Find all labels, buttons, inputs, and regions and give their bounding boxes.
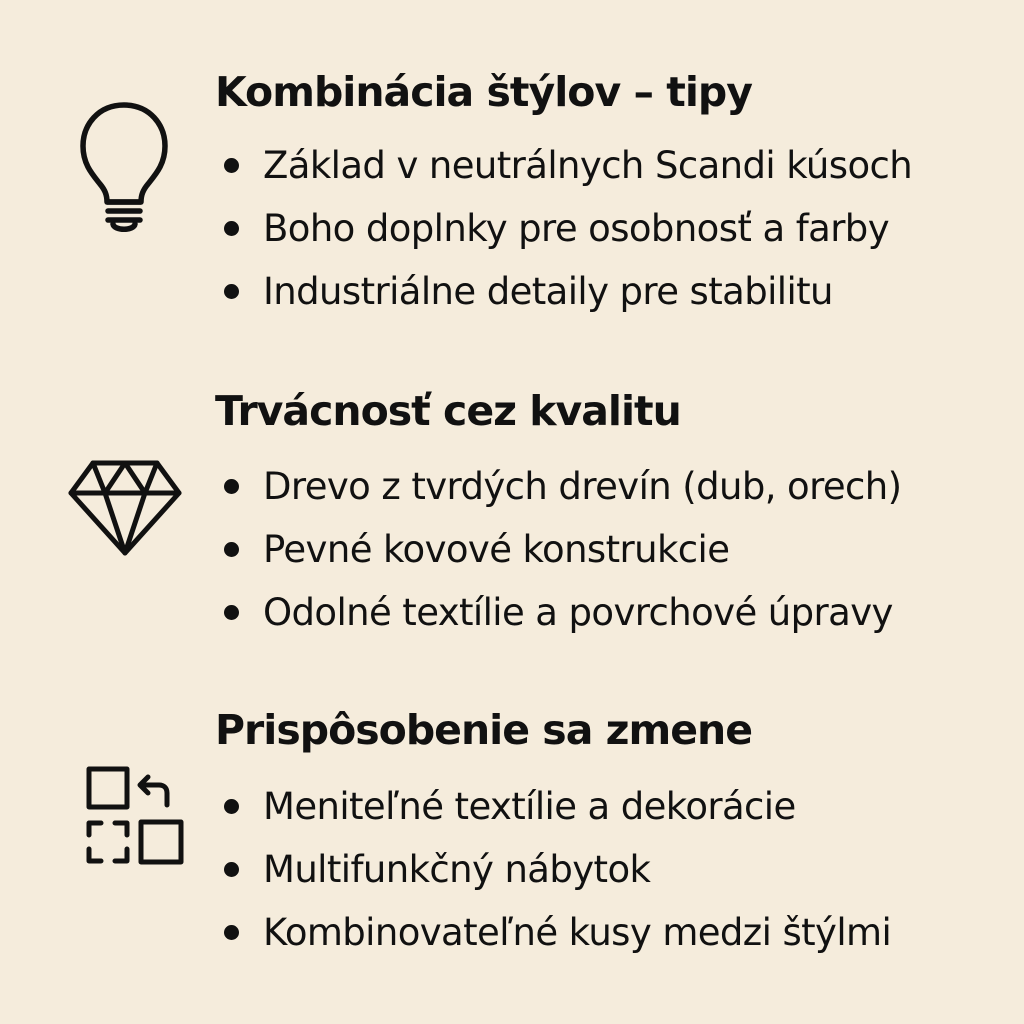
bullet-dot xyxy=(224,605,239,620)
list-item-text: Odolné textílie a povrchové úpravy xyxy=(263,591,893,634)
list-item xyxy=(215,455,901,518)
list-item-text: Pevné kovové konstrukcie xyxy=(263,528,730,571)
list-item xyxy=(215,260,912,323)
bullet-list xyxy=(215,134,912,323)
bullet-dot xyxy=(224,284,239,299)
list-item-text: Industriálne detaily pre stabilitu xyxy=(263,270,833,313)
section-title: Kombinácia štýlov – tipy xyxy=(215,68,752,116)
bullet-list xyxy=(215,455,901,644)
bullet-dot xyxy=(224,799,239,814)
section-title: Prispôsobenie sa zmene xyxy=(215,706,753,754)
bullet-list xyxy=(215,775,891,964)
list-item-text: Multifunkčný nábytok xyxy=(263,848,651,891)
list-item xyxy=(215,197,912,260)
bullet-dot xyxy=(224,925,239,940)
bullet-dot xyxy=(224,542,239,557)
list-item xyxy=(215,838,891,901)
list-item-text: Drevo z tvrdých drevín (dub, orech) xyxy=(263,465,902,508)
bullet-dot xyxy=(224,479,239,494)
rearrange-squares-icon xyxy=(85,765,185,865)
list-item xyxy=(215,901,891,964)
list-item-text: Boho doplnky pre osobnosť a farby xyxy=(263,207,889,250)
list-item-text: Kombinovateľné kusy medzi štýlmi xyxy=(263,911,892,954)
section-title: Trvácnosť cez kvalitu xyxy=(215,387,681,435)
list-item xyxy=(215,134,912,197)
diamond-icon xyxy=(68,459,182,557)
bullet-dot xyxy=(224,158,239,173)
list-item xyxy=(215,775,891,838)
list-item xyxy=(215,581,901,644)
list-item xyxy=(215,518,901,581)
bullet-dot xyxy=(224,862,239,877)
list-item-text: Meniteľné textílie a dekorácie xyxy=(263,785,796,828)
lightbulb-icon xyxy=(78,100,170,236)
list-item-text: Základ v neutrálnych Scandi kúsoch xyxy=(263,144,913,187)
bullet-dot xyxy=(224,221,239,236)
